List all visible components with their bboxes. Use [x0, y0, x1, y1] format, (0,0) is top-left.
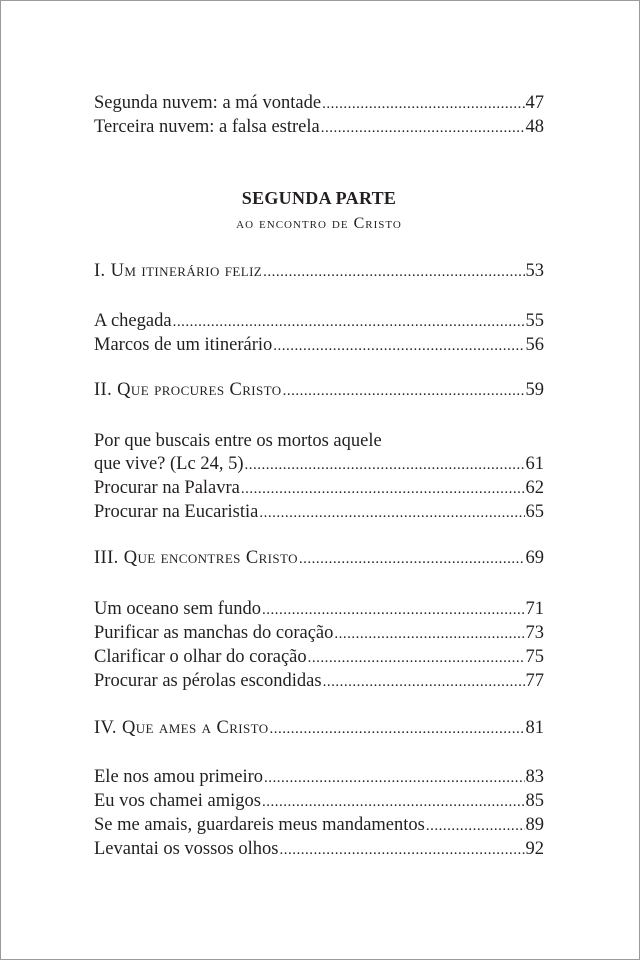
- toc-entry-title: Procurar as pérolas escondidas: [94, 671, 322, 691]
- toc-entry-page: 55: [525, 311, 544, 331]
- toc-entry: [94, 477, 544, 501]
- section-block: [94, 310, 544, 358]
- toc-entry-page: 83: [525, 767, 544, 787]
- chapter-title: IV. Que ames a Cristo: [94, 718, 269, 738]
- toc-entry-title: Eu vos chamei amigos: [94, 791, 261, 811]
- toc-entry: [94, 334, 544, 358]
- leader-dots: [273, 335, 524, 358]
- toc-entry-title: Clarificar o olhar do coração: [94, 647, 307, 667]
- toc-entry-page: 56: [525, 335, 544, 355]
- toc-entry-page: 47: [525, 93, 544, 113]
- leader-dots: [283, 380, 525, 403]
- chapter-page: 59: [525, 380, 544, 400]
- toc-entry: [94, 646, 544, 670]
- toc-top-block: [94, 92, 544, 140]
- toc-entry-title: Segunda nuvem: a má vontade: [94, 93, 322, 113]
- part-title: SEGUNDA PARTE: [241, 188, 397, 208]
- toc-entry: [94, 838, 544, 862]
- leader-dots: [321, 117, 525, 140]
- section-block: [94, 430, 544, 525]
- toc-entry-page: 92: [525, 839, 544, 859]
- chapter-title: I. Um itinerário feliz: [94, 261, 263, 281]
- toc-entry-title: Ele nos amou primeiro: [94, 767, 264, 787]
- toc-entry-title: Procurar na Eucaristia: [94, 502, 259, 522]
- toc-entry: [94, 501, 544, 525]
- toc-entry-title: Um oceano sem fundo: [94, 599, 261, 619]
- toc-entry-page: 75: [525, 647, 544, 667]
- chapter-entry: [94, 717, 544, 741]
- leader-dots: [241, 478, 525, 501]
- chapter-page: 81: [525, 718, 544, 738]
- toc-entry: [94, 310, 544, 334]
- leader-dots: [259, 502, 524, 525]
- chapter-block: [94, 547, 544, 571]
- toc-entry-title: Se me amais, guardareis meus mandamentos: [94, 815, 425, 835]
- toc-entry-title: Levantai os vossos olhos: [94, 839, 279, 859]
- toc-entry: [94, 453, 544, 477]
- leader-dots: [426, 815, 525, 838]
- leader-dots: [323, 671, 525, 694]
- chapter-page: 53: [525, 261, 544, 281]
- toc-entry-page: 85: [525, 791, 544, 811]
- section-block: [94, 766, 544, 862]
- toc-entry-first-line: Por que buscais entre os mortos aquele: [94, 431, 382, 451]
- toc-entry: [94, 766, 544, 790]
- toc-entry-page: 71: [525, 599, 544, 619]
- leader-dots: [262, 599, 525, 622]
- section-block: [94, 598, 544, 694]
- chapter-title: III. Que encontres Cristo: [94, 548, 298, 568]
- toc-entry-title: Terceira nuvem: a falsa estrela: [94, 117, 320, 137]
- toc-entry: [94, 116, 544, 140]
- toc-entry-page: 65: [525, 502, 544, 522]
- toc-entry-title: Purificar as manchas do coração: [94, 623, 334, 643]
- toc-entry: [94, 790, 544, 814]
- toc-entry-page: 77: [525, 671, 544, 691]
- chapter-entry: [94, 379, 544, 403]
- part-subtitle: ao encontro de Cristo: [236, 215, 402, 232]
- toc-entry-title: Procurar na Palavra: [94, 478, 240, 498]
- toc-entry: [94, 622, 544, 646]
- leader-dots: [262, 791, 525, 814]
- leader-dots: [308, 647, 525, 670]
- leader-dots: [264, 767, 524, 790]
- leader-dots: [322, 93, 524, 116]
- chapter-page: 69: [525, 548, 544, 568]
- leader-dots: [279, 839, 524, 862]
- toc-entry-title: que vive? (Lc 24, 5): [94, 454, 244, 474]
- toc-entry-page: 89: [525, 815, 544, 835]
- toc-entry-page: 62: [525, 478, 544, 498]
- leader-dots: [244, 454, 524, 477]
- chapter-block: [94, 379, 544, 403]
- toc-entry-page: 73: [525, 623, 544, 643]
- toc-entry: [94, 670, 544, 694]
- chapter-block: [94, 260, 544, 284]
- toc-entry-page: 48: [525, 117, 544, 137]
- leader-dots: [334, 623, 524, 646]
- leader-dots: [263, 261, 524, 284]
- toc-entry-page: 61: [525, 454, 544, 474]
- chapter-title: II. Que procures Cristo: [94, 380, 282, 400]
- chapter-block: [94, 717, 544, 741]
- toc-entry-title: Marcos de um itinerário: [94, 335, 273, 355]
- toc-entry: [94, 814, 544, 838]
- leader-dots: [299, 548, 525, 571]
- leader-dots: [270, 718, 525, 741]
- leader-dots: [173, 311, 525, 334]
- chapter-entry: [94, 260, 544, 284]
- chapter-entry: [94, 547, 544, 571]
- toc-entry-title: A chegada: [94, 311, 172, 331]
- toc-entry: [94, 598, 544, 622]
- toc-entry: [94, 92, 544, 116]
